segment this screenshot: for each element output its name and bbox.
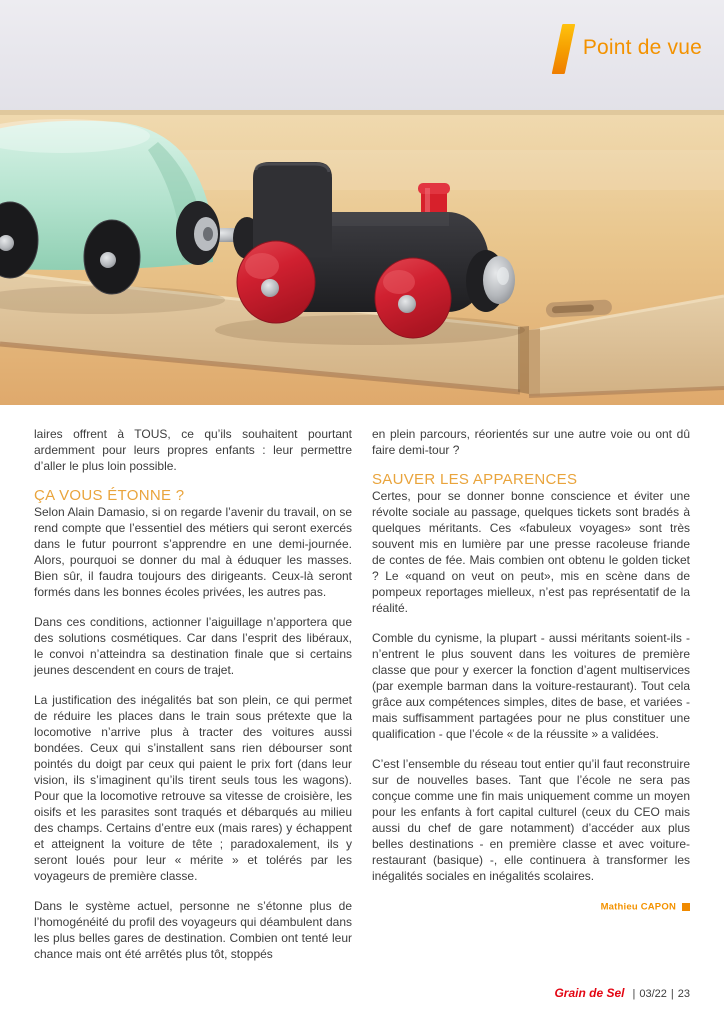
locomotive-funnel-rim: [418, 183, 450, 194]
page-number: 23: [677, 988, 690, 1000]
track-joint-gap: [518, 326, 529, 394]
author-byline: [372, 898, 690, 916]
section-heading-sauver-les-apparences: SAUVER LES APPARENCES: [372, 471, 578, 488]
wagon-buffer: [176, 201, 220, 265]
author-name: Mathieu CAPON: [600, 901, 676, 913]
wagon-wheel-front: [84, 220, 140, 294]
paragraph: en plein parcours, réorientés sur une autre voie ou ont dû faire demi-tour ?: [372, 427, 690, 457]
article-content: [0, 405, 724, 1024]
toy-train-photo: [0, 0, 724, 405]
paragraph: Certes, pour se donner bonne conscience et éviter une révolte sociale au passage, quelques tickets sont bradés à quelques méritants. Ces «fabuleux voyages» sont très souvent mis en lumière par une presse racoleuse friande de contes de fée. Mais combien ont obtenu le golden ticket ? Le «quand on veut on peut», mis en scène dans de pompeux reportages mielleux, n’est pas représentatif de la réalité.: [372, 489, 690, 615]
footer-separator: |: [670, 988, 674, 1000]
paragraph: Comble du cynisme, la plupart - aussi méritants soient-ils - n’entrent le plus souvent dans les voitures de première classe que pour y exercer la fonction d’agent multiservices (par exemple barman dans la voiture-restaurant). Tout cela grâce aux compétences simples, dites de base, et variées - mais suffisamment partagées pour ne plus constituer une qualification - que l’école « de la réussite » a validées.: [372, 631, 690, 741]
end-marker-square-icon: [682, 903, 690, 911]
section-title: Point de vue: [582, 35, 702, 59]
locomotive-wheel-front: [237, 241, 315, 323]
paragraph: Dans le système actuel, personne ne s’étonne plus de l’homogénéité du profil des voyageurs qui déambulent dans les plus belles gares de destination. Combien ont tenté leur chance mais ont été arrêtés plus tôt, stoppés: [34, 899, 352, 961]
track-straight-end-face: [529, 329, 540, 396]
two-column-layout: [34, 426, 690, 976]
magazine-name: Grain de Sel: [554, 986, 625, 1000]
right-column: [372, 426, 690, 976]
paragraph: laires offrent à TOUS, ce qu’ils souhaitent pourtant ardemment pour leurs propres enfants : leur permettre d’aller le plus loin possible.: [34, 427, 352, 473]
section-heading-ca-vous-etonne: ÇA VOUS ÉTONNE ?: [34, 487, 185, 504]
page-footer: [554, 986, 690, 1000]
left-column: [34, 426, 352, 976]
paragraph: C’est l’ensemble du réseau tout entier qu’il faut reconstruire sur de nouvelles bases. Tant que l’école ne sera pas conçue comme une fin mais uniquement comme un moyen pour les enfants à fort capital culturel (ceux du CEO mais aussi du chef de gare notamment) d’accéder aux plus belles destinations - en première classe et avec voiture-restaurant (basique) -, elle continuera à transformer les inégalités sociales en inégalités scolaires.: [372, 757, 690, 883]
footer-separator: |: [632, 988, 636, 1000]
section-header: [557, 24, 702, 74]
issue-number: 03/22: [639, 988, 667, 1000]
paragraph: La justification des inégalités bat son plein, ce qui permet de réduire les places dans le train sous prétexte que la locomotive n’arrive plus à tracter des voitures aussi bondées. Ceux qui s’installent sans rien débourser sont pointés du doigt par ceux qui paient le prix fort (dans leur vision, ils s’imaginent qu’ils tirent seuls tous les wagons). Pour que la locomotive retrouve sa vitesse de croisière, les oisifs et les parasites sont traqués et débarqués au milieu des champs. Certains d’entre eux (mais rares) y échappent et atteignent la voiture de tête ; paradoxalement, ils y seront loués pour leur « mérite » et tolérés par les voyageurs de première classe.: [34, 693, 352, 883]
locomotive-wheel-rear: [375, 258, 451, 338]
paragraph: Dans ces conditions, actionner l’aiguillage n’apportera que des solutions cosmétiques. Car dans l’esprit des libéraux, le convoi n’atteindra sa destination finale que si certains jeunes descendent en cours de trajet.: [34, 615, 352, 677]
floor-horizon-line: [0, 110, 724, 115]
paragraph: Selon Alain Damasio, si on regarde l’avenir du travail, on se rend compte que l’essentiel des métiers qui seront exercés dans le futur pourront s’apprendre en une demi-journée. Alors, pourquoi se donner du mal à éduquer les masses. Bien sûr, il faudra toujours des dirigeants. Ceux-là seront formés dans les bonnes écoles privées, les autres pas.: [34, 505, 352, 599]
